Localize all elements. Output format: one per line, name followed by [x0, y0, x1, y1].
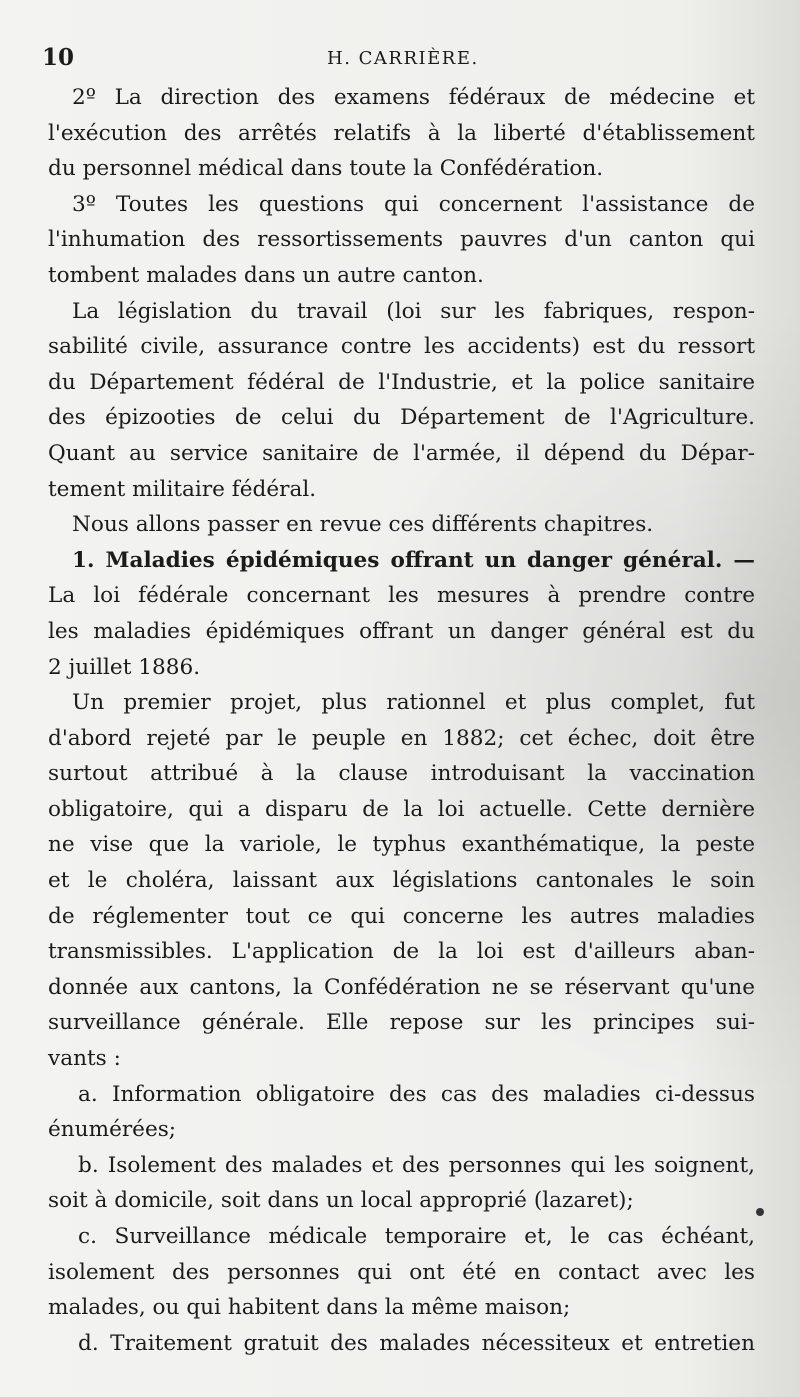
text-line: obligatoire, qui a disparu de la loi actuelle. Cette dernière — [48, 796, 755, 822]
text-line: des épizooties de celui du Département de l'Agriculture. — [48, 405, 755, 431]
text-line: et le choléra, laissant aux législations cantonales le soin — [48, 868, 755, 894]
text-line: 3º Toutes les questions qui concernent l'assistance de — [72, 191, 755, 217]
text-line: vants : — [48, 1046, 121, 1072]
text-line: ne vise que la variole, le typhus exanthématique, la peste — [48, 832, 755, 858]
running-head: H. CARRIÈRE. — [327, 48, 479, 69]
list-item: a. Information obligatoire des cas des maladies ci-dessus — [78, 1081, 755, 1107]
text-line: les maladies épidémiques offrant un danger général est du — [48, 618, 755, 644]
text-line: tombent malades dans un autre canton. — [48, 262, 484, 288]
text-line: transmissibles. L'application de la loi est d'ailleurs aban- — [48, 939, 755, 965]
text-line: donnée aux cantons, la Confédération ne se réservant qu'une — [48, 974, 755, 1000]
text-line: Nous allons passer en revue ces différents chapitres. — [72, 512, 654, 538]
list-item: c. Surveillance médicale temporaire et, le cas échéant, — [78, 1224, 755, 1249]
text-line: Quant au service sanitaire de l'armée, il dépend du Dépar- — [48, 440, 755, 466]
section-heading: 1. Maladies épidémiques offrant un danger général. — — [72, 547, 755, 573]
text-line: du personnel médical dans toute la Confédération. — [48, 156, 604, 182]
text-line: d'abord rejeté par le peuple en 1882; cet échec, doit être — [48, 725, 755, 751]
text-line: l'exécution des arrêtés relatifs à la liberté d'établissement — [48, 120, 755, 146]
ink-spot — [756, 1208, 764, 1216]
page-number: 10 — [42, 44, 75, 71]
text-line: tement militaire fédéral. — [48, 476, 317, 502]
page-header — [40, 40, 760, 76]
text-line: La loi fédérale concernant les mesures à prendre contre — [48, 583, 755, 609]
text-line: soit à domicile, soit dans un local approprié (lazaret); — [48, 1188, 634, 1214]
text-line: 2º La direction des examens fédéraux de médecine et — [72, 85, 755, 110]
text-line: 2 juillet 1886. — [48, 654, 201, 680]
text-line: sabilité civile, assurance contre les accidents) est du ressort — [48, 334, 755, 360]
text-line: malades, ou qui habitent dans la même maison; — [48, 1295, 571, 1321]
text-line: énumérées; — [48, 1117, 177, 1143]
text-line: surtout attribué à la clause introduisant la vaccination — [48, 761, 755, 787]
text-line: isolement des personnes qui ont été en contact avec les — [48, 1259, 755, 1285]
text-line: La législation du travail (loi sur les fabriques, respon- — [72, 298, 755, 324]
text-line: du Département fédéral de l'Industrie, et la police sanitaire — [48, 369, 755, 395]
list-item: d. Traitement gratuit des malades nécessiteux et entretien — [78, 1330, 755, 1356]
text-line: l'inhumation des ressortissements pauvres d'un canton qui — [48, 227, 755, 253]
text-line: surveillance générale. Elle repose sur les principes sui- — [48, 1010, 755, 1036]
body-text — [48, 80, 755, 1361]
text-line: Un premier projet, plus rationnel et plus complet, fut — [72, 690, 755, 716]
list-item: b. Isolement des malades et des personnes qui les soignent, — [78, 1152, 755, 1178]
text-line: de réglementer tout ce qui concerne les autres maladies — [48, 903, 755, 929]
